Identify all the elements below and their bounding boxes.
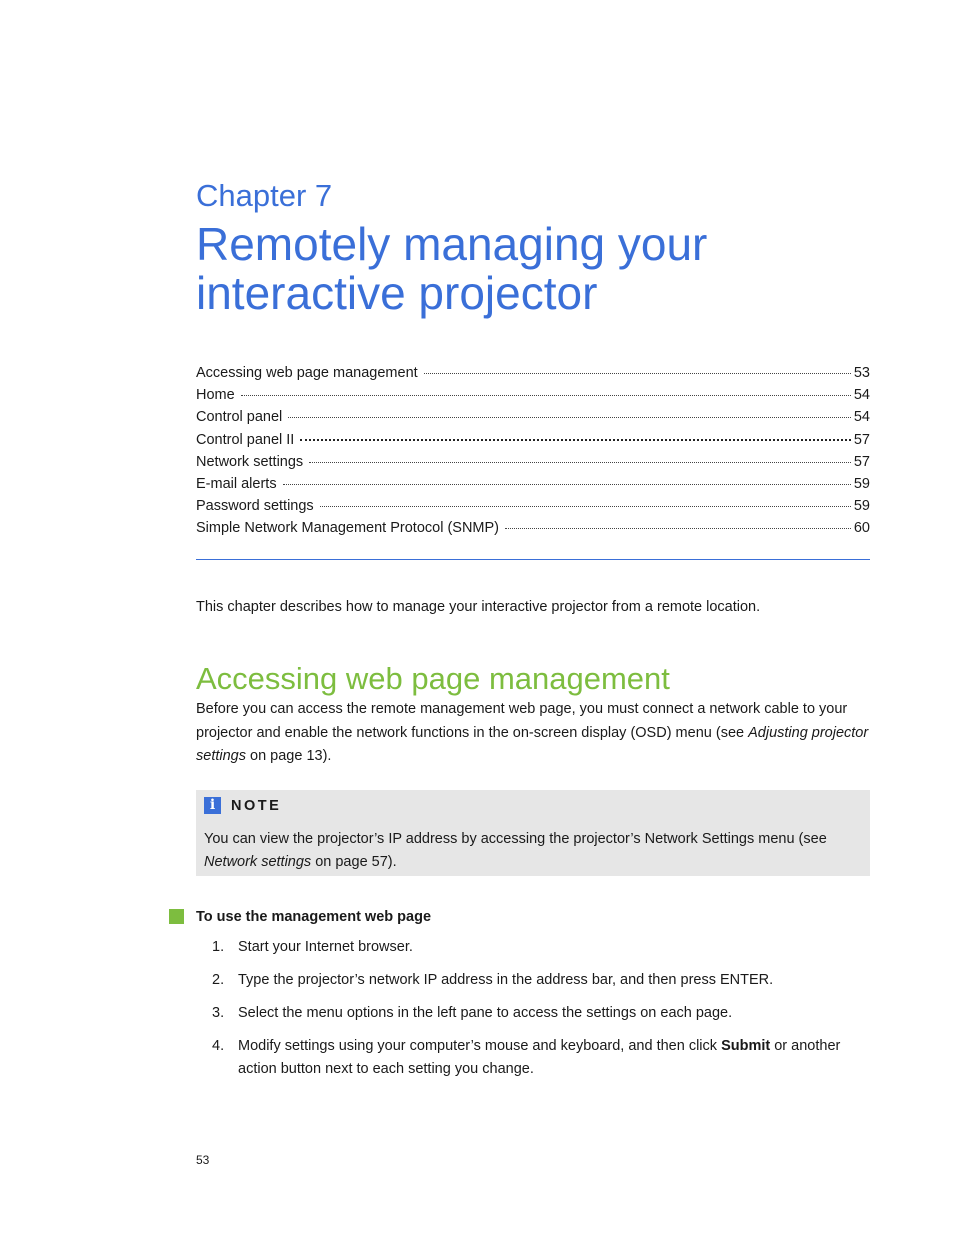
toc-entry-label: Accessing web page management <box>196 365 418 381</box>
step-text: Type the projector’s network IP address in the address bar, and then press ENTER. <box>238 972 774 988</box>
chapter-title-line-1: Remotely managing your <box>196 218 708 270</box>
procedure-step <box>212 936 872 959</box>
toc-entry-label: Control panel <box>196 409 283 426</box>
info-icon: i <box>204 797 221 814</box>
note-box <box>196 790 870 876</box>
toc-leader-dots <box>288 417 851 418</box>
toc-entry[interactable] <box>196 451 870 473</box>
chapter-title <box>196 220 876 318</box>
section-body <box>196 698 874 769</box>
toc-leader-dots <box>283 484 851 485</box>
toc-entry[interactable] <box>196 362 870 384</box>
procedure-step <box>212 1035 872 1081</box>
toc-entry-page: 59 <box>853 475 870 492</box>
step-text: Select the menu options in the left pane to access the settings on each page. <box>238 1005 733 1021</box>
section-body-text: on page 13). <box>245 748 332 764</box>
toc-entry[interactable] <box>196 384 870 406</box>
chapter-title-line-2: interactive projector <box>196 267 598 319</box>
toc-entry-label: Simple Network Management Protocol (SNMP) <box>196 520 499 537</box>
note-title: NOTE <box>231 797 282 814</box>
toc-entry[interactable] <box>196 473 870 495</box>
page-number: 53 <box>196 1153 210 1167</box>
note-body-text: You can view the projector’s IP address by accessing the projector’s Network Settings menu (see <box>204 831 827 847</box>
toc-entry-page: 59 <box>853 498 870 515</box>
step-number: 1. <box>212 939 225 955</box>
toc-entry-page: 54 <box>853 387 870 404</box>
toc-leader-dots <box>505 528 851 529</box>
table-of-contents <box>196 362 870 540</box>
note-body <box>204 828 864 874</box>
procedure-step <box>212 1002 872 1025</box>
toc-entry-page: 53 <box>853 365 870 381</box>
toc-entry[interactable] <box>196 406 870 428</box>
step-number: 4. <box>212 1038 225 1054</box>
note-header <box>204 797 281 814</box>
procedure-step <box>212 969 872 992</box>
toc-entry[interactable] <box>196 495 870 517</box>
procedure-square-icon <box>169 909 184 924</box>
toc-entry-page: 54 <box>853 409 870 426</box>
section-body-text: Before you can access the remote management web page, you must connect a network cable to your projector and enable the network functions in the on-screen display (OSD) menu (see <box>196 701 848 741</box>
toc-entry-label: Password settings <box>196 498 314 515</box>
step-number: 2. <box>212 972 225 988</box>
step-text-part: Modify settings using your computer’s mouse and keyboard, and then click <box>238 1038 722 1054</box>
step-text: Start your Internet browser. <box>238 939 413 955</box>
procedure-steps <box>212 936 872 1091</box>
step-text-part: or another action button next to each setting you change. <box>238 1038 841 1077</box>
toc-entry-page: 57 <box>853 453 870 470</box>
toc-leader-dots <box>300 439 851 441</box>
chapter-label: Chapter 7 <box>196 178 333 213</box>
step-number: 3. <box>212 1005 225 1021</box>
toc-leader-dots <box>320 506 851 507</box>
chapter-intro: This chapter describes how to manage your interactive projector from a remote location. <box>196 599 761 615</box>
toc-entry-label: Home <box>196 387 235 404</box>
step-text <box>238 1035 872 1081</box>
cross-reference-link[interactable]: Adjusting projector settings <box>196 724 869 764</box>
toc-entry-label: Network settings <box>196 453 304 470</box>
toc-entry[interactable] <box>196 517 870 539</box>
submit-term: Submit <box>721 1038 771 1054</box>
toc-entry[interactable] <box>196 429 870 451</box>
toc-leader-dots <box>424 373 851 374</box>
section-divider <box>196 559 870 560</box>
cross-reference-link[interactable]: Network settings <box>204 854 312 870</box>
note-body-text: on page 57). <box>311 854 397 870</box>
procedure-title: To use the management web page <box>196 909 432 925</box>
toc-leader-dots <box>241 395 851 396</box>
section-heading: Accessing web page management <box>196 661 670 696</box>
toc-entry-label: E-mail alerts <box>196 475 277 492</box>
toc-leader-dots <box>309 462 851 463</box>
toc-entry-label: Control panel II <box>196 431 295 448</box>
toc-entry-page: 60 <box>853 520 870 537</box>
toc-entry-page: 57 <box>853 431 870 448</box>
